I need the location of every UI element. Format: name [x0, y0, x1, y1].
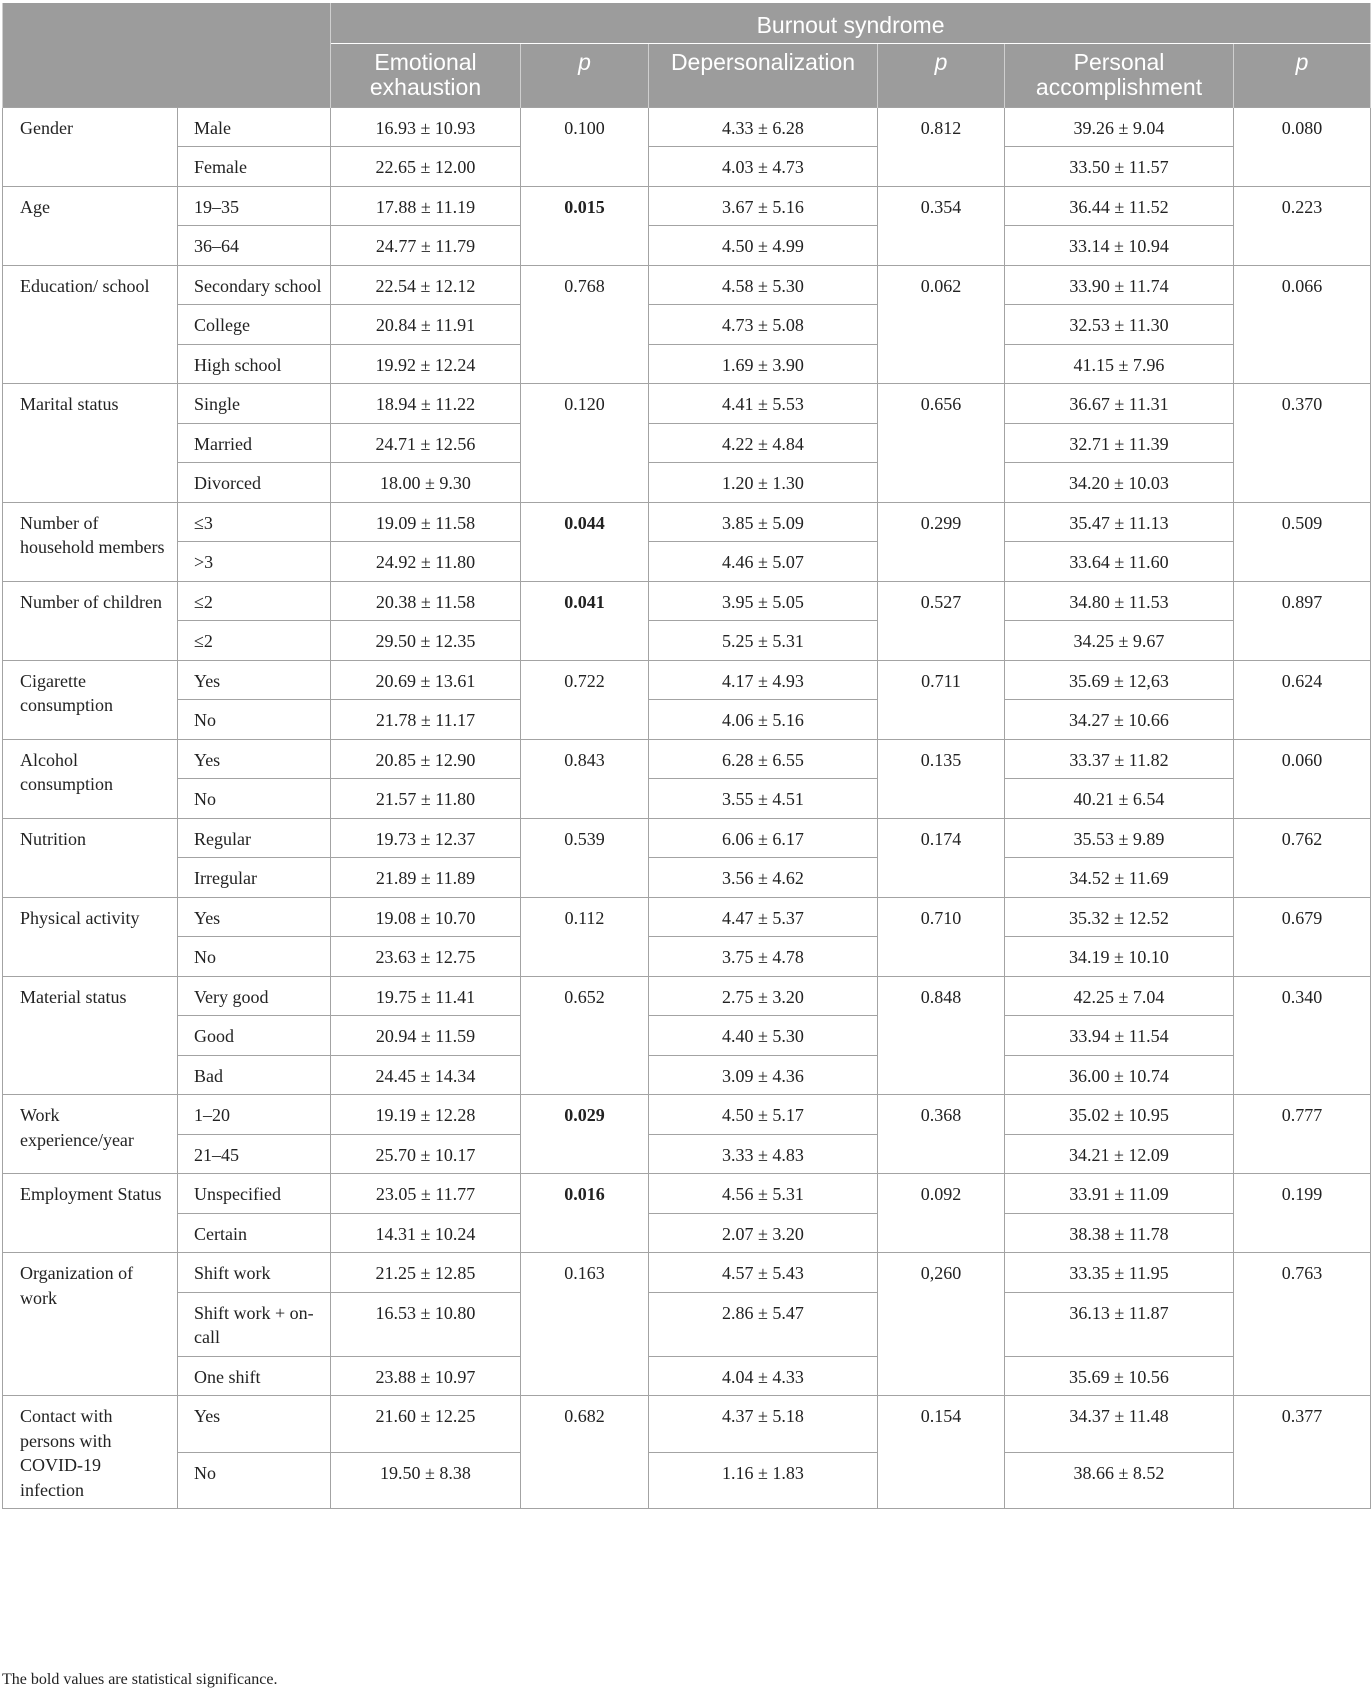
depersonalization-cell: 4.33 ± 6.28: [649, 107, 878, 147]
p-value: 0.539: [564, 828, 605, 849]
p-value: 0.120: [564, 394, 605, 414]
level-cell: Female: [178, 147, 331, 187]
p-accomplishment-cell: 0.762: [1234, 818, 1371, 897]
p-emotional-cell: [521, 739, 649, 818]
p-accomplishment-cell: 0.080: [1234, 107, 1371, 186]
p-emotional-cell: [521, 186, 649, 265]
p-value: 0.015: [564, 196, 605, 217]
emotional-exhaustion-cell: 24.71 ± 12.56: [331, 423, 521, 463]
level-cell: Certain: [178, 1213, 331, 1253]
emotional-exhaustion-cell: 20.84 ± 11.91: [331, 305, 521, 345]
p-emotional-cell: [521, 660, 649, 739]
variable-cell: Alcohol consumption: [3, 739, 178, 818]
p-value: 0.682: [564, 1406, 605, 1426]
table-header: [3, 3, 1371, 107]
level-cell: Yes: [178, 897, 331, 937]
p-emotional-cell: [521, 107, 649, 186]
level-cell: One shift: [178, 1356, 331, 1396]
p-value: 0.163: [564, 1263, 605, 1283]
table-row: [3, 226, 1371, 266]
p-depersonalization-cell: 0.154: [878, 1396, 1005, 1509]
depersonalization-cell: 4.22 ± 4.84: [649, 423, 878, 463]
emotional-exhaustion-cell: 19.75 ± 11.41: [331, 976, 521, 1016]
p-depersonalization-cell: 0.710: [878, 897, 1005, 976]
p-depersonalization-cell: 0,260: [878, 1253, 1005, 1396]
depersonalization-cell: 4.46 ± 5.07: [649, 542, 878, 582]
p-emotional-cell: [521, 502, 649, 581]
personal-accomplishment-cell: 33.37 ± 11.82: [1005, 739, 1234, 779]
personal-accomplishment-cell: 33.91 ± 11.09: [1005, 1174, 1234, 1214]
level-cell: High school: [178, 344, 331, 384]
depersonalization-cell: 4.41 ± 5.53: [649, 384, 878, 424]
table-row: [3, 937, 1371, 977]
personal-accomplishment-cell: 42.25 ± 7.04: [1005, 976, 1234, 1016]
p-accomplishment-cell: 0.340: [1234, 976, 1371, 1095]
variable-cell: Material status: [3, 976, 178, 1095]
p-value: 0.112: [564, 907, 605, 928]
emotional-exhaustion-cell: 21.25 ± 12.85: [331, 1253, 521, 1293]
p-emotional-cell: [521, 818, 649, 897]
depersonalization-cell: 4.06 ± 5.16: [649, 700, 878, 740]
p-emotional-cell: [521, 1253, 649, 1396]
depersonalization-cell: 4.47 ± 5.37: [649, 897, 878, 937]
personal-accomplishment-cell: 34.19 ± 10.10: [1005, 937, 1234, 977]
p-depersonalization-cell: 0.062: [878, 265, 1005, 384]
p-depersonalization-cell: 0.368: [878, 1095, 1005, 1174]
p-value: 0.016: [564, 1184, 605, 1204]
personal-accomplishment-cell: 36.00 ± 10.74: [1005, 1055, 1234, 1095]
table-row: [3, 897, 1371, 937]
personal-accomplishment-cell: 41.15 ± 7.96: [1005, 344, 1234, 384]
table-row: [3, 660, 1371, 700]
level-cell: Married: [178, 423, 331, 463]
variable-cell: Age: [3, 186, 178, 265]
personal-accomplishment-cell: 34.80 ± 11.53: [1005, 581, 1234, 621]
level-cell: Yes: [178, 1396, 331, 1453]
variable-cell: Number of household members: [3, 502, 178, 581]
p-value: 0.029: [564, 1105, 605, 1125]
p-depersonalization-cell: 0.135: [878, 739, 1005, 818]
personal-accomplishment-cell: 40.21 ± 6.54: [1005, 779, 1234, 819]
table-row: [3, 1396, 1371, 1453]
p-accomplishment-cell: 0.897: [1234, 581, 1371, 660]
p-emotional-cell: [521, 1095, 649, 1174]
p-depersonalization-cell: 0.656: [878, 384, 1005, 503]
personal-accomplishment-cell: 33.90 ± 11.74: [1005, 265, 1234, 305]
p-emotional-cell: [521, 976, 649, 1095]
table-row: [3, 581, 1371, 621]
personal-accomplishment-cell: 34.25 ± 9.67: [1005, 621, 1234, 661]
table-row: [3, 700, 1371, 740]
emotional-exhaustion-cell: 24.45 ± 14.34: [331, 1055, 521, 1095]
p-value: 0.843: [564, 749, 605, 770]
table-row: [3, 305, 1371, 345]
emotional-exhaustion-cell: 16.53 ± 10.80: [331, 1292, 521, 1356]
personal-accomplishment-cell: 32.53 ± 11.30: [1005, 305, 1234, 345]
personal-accomplishment-cell: 34.21 ± 12.09: [1005, 1134, 1234, 1174]
depersonalization-cell: 2.75 ± 3.20: [649, 976, 878, 1016]
level-cell: >3: [178, 542, 331, 582]
burnout-table: [2, 3, 1371, 1509]
emotional-exhaustion-cell: 19.50 ± 8.38: [331, 1452, 521, 1509]
table-row: [3, 502, 1371, 542]
emotional-exhaustion-cell: 21.60 ± 12.25: [331, 1396, 521, 1453]
emotional-exhaustion-cell: 20.94 ± 11.59: [331, 1016, 521, 1056]
level-cell: Very good: [178, 976, 331, 1016]
emotional-exhaustion-cell: 23.88 ± 10.97: [331, 1356, 521, 1396]
table-row: [3, 1016, 1371, 1056]
personal-accomplishment-cell: 38.66 ± 8.52: [1005, 1452, 1234, 1509]
depersonalization-cell: 5.25 ± 5.31: [649, 621, 878, 661]
variable-cell: Number of children: [3, 581, 178, 660]
level-cell: Bad: [178, 1055, 331, 1095]
emotional-exhaustion-cell: 19.19 ± 12.28: [331, 1095, 521, 1135]
p-value: 0.722: [564, 670, 605, 691]
variable-cell: Gender: [3, 107, 178, 186]
variable-cell: Contact with persons with COVID-19 infection: [3, 1396, 178, 1509]
depersonalization-cell: 3.56 ± 4.62: [649, 858, 878, 898]
p-accomplishment-cell: 0.370: [1234, 384, 1371, 503]
personal-accomplishment-cell: 35.69 ± 10.56: [1005, 1356, 1234, 1396]
p-depersonalization-cell: 0.848: [878, 976, 1005, 1095]
p-depersonalization-cell: 0.711: [878, 660, 1005, 739]
table-row: [3, 621, 1371, 661]
table-row: [3, 1174, 1371, 1214]
p-depersonalization-cell: 0.812: [878, 107, 1005, 186]
depersonalization-cell: 4.56 ± 5.31: [649, 1174, 878, 1214]
personal-accomplishment-cell: 34.37 ± 11.48: [1005, 1396, 1234, 1453]
depersonalization-cell: 3.55 ± 4.51: [649, 779, 878, 819]
depersonalization-cell: 4.17 ± 4.93: [649, 660, 878, 700]
level-cell: Shift work + on-call: [178, 1292, 331, 1356]
table-row: [3, 1292, 1371, 1356]
variable-cell: Education/ school: [3, 265, 178, 384]
variable-cell: Nutrition: [3, 818, 178, 897]
p-depersonalization-cell: 0.174: [878, 818, 1005, 897]
table-row: [3, 542, 1371, 582]
table-row: [3, 1095, 1371, 1135]
p-accomplishment-cell: 0.509: [1234, 502, 1371, 581]
header-p-emotional: p: [521, 43, 649, 107]
emotional-exhaustion-cell: 20.38 ± 11.58: [331, 581, 521, 621]
table-footnote: The bold values are statistical significance.: [2, 1671, 278, 1688]
personal-accomplishment-cell: 36.67 ± 11.31: [1005, 384, 1234, 424]
p-depersonalization-cell: 0.299: [878, 502, 1005, 581]
variable-cell: Organization of work: [3, 1253, 178, 1396]
depersonalization-cell: 6.06 ± 6.17: [649, 818, 878, 858]
personal-accomplishment-cell: 36.13 ± 11.87: [1005, 1292, 1234, 1356]
table-row: [3, 384, 1371, 424]
p-accomplishment-cell: 0.763: [1234, 1253, 1371, 1396]
depersonalization-cell: 4.03 ± 4.73: [649, 147, 878, 187]
emotional-exhaustion-cell: 21.89 ± 11.89: [331, 858, 521, 898]
depersonalization-cell: 1.16 ± 1.83: [649, 1452, 878, 1509]
emotional-exhaustion-cell: 22.54 ± 12.12: [331, 265, 521, 305]
depersonalization-cell: 4.50 ± 4.99: [649, 226, 878, 266]
table-row: [3, 1253, 1371, 1293]
table-row: [3, 1356, 1371, 1396]
depersonalization-cell: 4.50 ± 5.17: [649, 1095, 878, 1135]
p-value: 0.768: [564, 275, 605, 296]
p-emotional-cell: [521, 581, 649, 660]
p-accomplishment-cell: 0.199: [1234, 1174, 1371, 1253]
emotional-exhaustion-cell: 25.70 ± 10.17: [331, 1134, 521, 1174]
level-cell: Yes: [178, 739, 331, 779]
table-row: [3, 186, 1371, 226]
emotional-exhaustion-cell: 24.92 ± 11.80: [331, 542, 521, 582]
table-row: [3, 818, 1371, 858]
p-emotional-cell: [521, 265, 649, 384]
level-cell: No: [178, 700, 331, 740]
level-cell: Unspecified: [178, 1174, 331, 1214]
level-cell: Yes: [178, 660, 331, 700]
emotional-exhaustion-cell: 19.09 ± 11.58: [331, 502, 521, 542]
level-cell: No: [178, 779, 331, 819]
personal-accomplishment-cell: 33.50 ± 11.57: [1005, 147, 1234, 187]
p-value: 0.100: [564, 117, 605, 138]
emotional-exhaustion-cell: 21.78 ± 11.17: [331, 700, 521, 740]
emotional-exhaustion-cell: 23.05 ± 11.77: [331, 1174, 521, 1214]
p-value: 0.652: [564, 986, 605, 1007]
level-cell: Secondary school: [178, 265, 331, 305]
table-row: [3, 344, 1371, 384]
variable-cell: Employment Status: [3, 1174, 178, 1253]
level-cell: Male: [178, 107, 331, 147]
emotional-exhaustion-cell: 23.63 ± 12.75: [331, 937, 521, 977]
table-row: [3, 463, 1371, 503]
level-cell: 36–64: [178, 226, 331, 266]
p-depersonalization-cell: 0.527: [878, 581, 1005, 660]
level-cell: Divorced: [178, 463, 331, 503]
level-cell: No: [178, 937, 331, 977]
table-row: [3, 779, 1371, 819]
level-cell: ≤2: [178, 621, 331, 661]
personal-accomplishment-cell: 38.38 ± 11.78: [1005, 1213, 1234, 1253]
variable-cell: Marital status: [3, 384, 178, 503]
depersonalization-cell: 3.75 ± 4.78: [649, 937, 878, 977]
table-row: [3, 1452, 1371, 1509]
header-p-accomplishment: p: [1234, 43, 1371, 107]
emotional-exhaustion-cell: 22.65 ± 12.00: [331, 147, 521, 187]
personal-accomplishment-cell: 34.20 ± 10.03: [1005, 463, 1234, 503]
emotional-exhaustion-cell: 24.77 ± 11.79: [331, 226, 521, 266]
p-depersonalization-cell: 0.092: [878, 1174, 1005, 1253]
p-accomplishment-cell: 0.777: [1234, 1095, 1371, 1174]
emotional-exhaustion-cell: 19.08 ± 10.70: [331, 897, 521, 937]
level-cell: ≤3: [178, 502, 331, 542]
depersonalization-cell: 2.07 ± 3.20: [649, 1213, 878, 1253]
personal-accomplishment-cell: 32.71 ± 11.39: [1005, 423, 1234, 463]
depersonalization-cell: 3.33 ± 4.83: [649, 1134, 878, 1174]
p-depersonalization-cell: 0.354: [878, 186, 1005, 265]
personal-accomplishment-cell: 35.53 ± 9.89: [1005, 818, 1234, 858]
level-cell: Good: [178, 1016, 331, 1056]
depersonalization-cell: 3.67 ± 5.16: [649, 186, 878, 226]
p-emotional-cell: [521, 384, 649, 503]
table-row: [3, 423, 1371, 463]
depersonalization-cell: 4.04 ± 4.33: [649, 1356, 878, 1396]
table-row: [3, 858, 1371, 898]
depersonalization-cell: 6.28 ± 6.55: [649, 739, 878, 779]
depersonalization-cell: 4.40 ± 5.30: [649, 1016, 878, 1056]
header-personal-accomplishment: Personal accomplishment: [1005, 43, 1234, 107]
table-body: [3, 107, 1371, 1509]
variable-cell: Physical activity: [3, 897, 178, 976]
header-p-depersonalization: p: [878, 43, 1005, 107]
header-emotional-exhaustion: Emotional exhaustion: [331, 43, 521, 107]
emotional-exhaustion-cell: 18.00 ± 9.30: [331, 463, 521, 503]
p-accomplishment-cell: 0.624: [1234, 660, 1371, 739]
variable-cell: Cigarette consumption: [3, 660, 178, 739]
emotional-exhaustion-cell: 20.69 ± 13.61: [331, 660, 521, 700]
depersonalization-cell: 1.20 ± 1.30: [649, 463, 878, 503]
variable-cell: Work experience/year: [3, 1095, 178, 1174]
p-accomplishment-cell: 0.060: [1234, 739, 1371, 818]
personal-accomplishment-cell: 33.35 ± 11.95: [1005, 1253, 1234, 1293]
depersonalization-cell: 2.86 ± 5.47: [649, 1292, 878, 1356]
level-cell: Single: [178, 384, 331, 424]
p-accomplishment-cell: 0.223: [1234, 186, 1371, 265]
table-row: [3, 739, 1371, 779]
personal-accomplishment-cell: 34.52 ± 11.69: [1005, 858, 1234, 898]
table-row: [3, 976, 1371, 1016]
emotional-exhaustion-cell: 20.85 ± 12.90: [331, 739, 521, 779]
p-emotional-cell: [521, 1174, 649, 1253]
depersonalization-cell: 3.85 ± 5.09: [649, 502, 878, 542]
personal-accomplishment-cell: 35.32 ± 12.52: [1005, 897, 1234, 937]
depersonalization-cell: 3.95 ± 5.05: [649, 581, 878, 621]
table-row: [3, 107, 1371, 147]
table-row: [3, 147, 1371, 187]
personal-accomplishment-cell: 33.94 ± 11.54: [1005, 1016, 1234, 1056]
depersonalization-cell: 4.73 ± 5.08: [649, 305, 878, 345]
p-emotional-cell: [521, 1396, 649, 1509]
emotional-exhaustion-cell: 21.57 ± 11.80: [331, 779, 521, 819]
emotional-exhaustion-cell: 19.73 ± 12.37: [331, 818, 521, 858]
depersonalization-cell: 1.69 ± 3.90: [649, 344, 878, 384]
level-cell: ≤2: [178, 581, 331, 621]
emotional-exhaustion-cell: 14.31 ± 10.24: [331, 1213, 521, 1253]
personal-accomplishment-cell: 33.64 ± 11.60: [1005, 542, 1234, 582]
table-row: [3, 265, 1371, 305]
emotional-exhaustion-cell: 17.88 ± 11.19: [331, 186, 521, 226]
personal-accomplishment-cell: 39.26 ± 9.04: [1005, 107, 1234, 147]
emotional-exhaustion-cell: 29.50 ± 12.35: [331, 621, 521, 661]
level-cell: Regular: [178, 818, 331, 858]
emotional-exhaustion-cell: 16.93 ± 10.93: [331, 107, 521, 147]
p-accomplishment-cell: 0.377: [1234, 1396, 1371, 1509]
p-value: 0.044: [564, 512, 605, 533]
emotional-exhaustion-cell: 19.92 ± 12.24: [331, 344, 521, 384]
level-cell: College: [178, 305, 331, 345]
depersonalization-cell: 4.57 ± 5.43: [649, 1253, 878, 1293]
p-emotional-cell: [521, 897, 649, 976]
table-row: [3, 1213, 1371, 1253]
level-cell: Shift work: [178, 1253, 331, 1293]
p-value: 0.041: [564, 591, 605, 612]
header-blank-sub: [3, 43, 331, 107]
personal-accomplishment-cell: 35.02 ± 10.95: [1005, 1095, 1234, 1135]
p-accomplishment-cell: 0.066: [1234, 265, 1371, 384]
header-depersonalization: Depersonalization: [649, 43, 878, 107]
personal-accomplishment-cell: 35.69 ± 12,63: [1005, 660, 1234, 700]
depersonalization-cell: 4.37 ± 5.18: [649, 1396, 878, 1453]
personal-accomplishment-cell: 36.44 ± 11.52: [1005, 186, 1234, 226]
header-blank: [3, 3, 331, 43]
level-cell: 21–45: [178, 1134, 331, 1174]
table-row: [3, 1055, 1371, 1095]
header-group-label: Burnout syndrome: [331, 3, 1371, 43]
level-cell: Irregular: [178, 858, 331, 898]
emotional-exhaustion-cell: 18.94 ± 11.22: [331, 384, 521, 424]
level-cell: No: [178, 1452, 331, 1509]
personal-accomplishment-cell: 35.47 ± 11.13: [1005, 502, 1234, 542]
p-accomplishment-cell: 0.679: [1234, 897, 1371, 976]
table-row: [3, 1134, 1371, 1174]
level-cell: 1–20: [178, 1095, 331, 1135]
depersonalization-cell: 3.09 ± 4.36: [649, 1055, 878, 1095]
personal-accomplishment-cell: 33.14 ± 10.94: [1005, 226, 1234, 266]
personal-accomplishment-cell: 34.27 ± 10.66: [1005, 700, 1234, 740]
level-cell: 19–35: [178, 186, 331, 226]
depersonalization-cell: 4.58 ± 5.30: [649, 265, 878, 305]
